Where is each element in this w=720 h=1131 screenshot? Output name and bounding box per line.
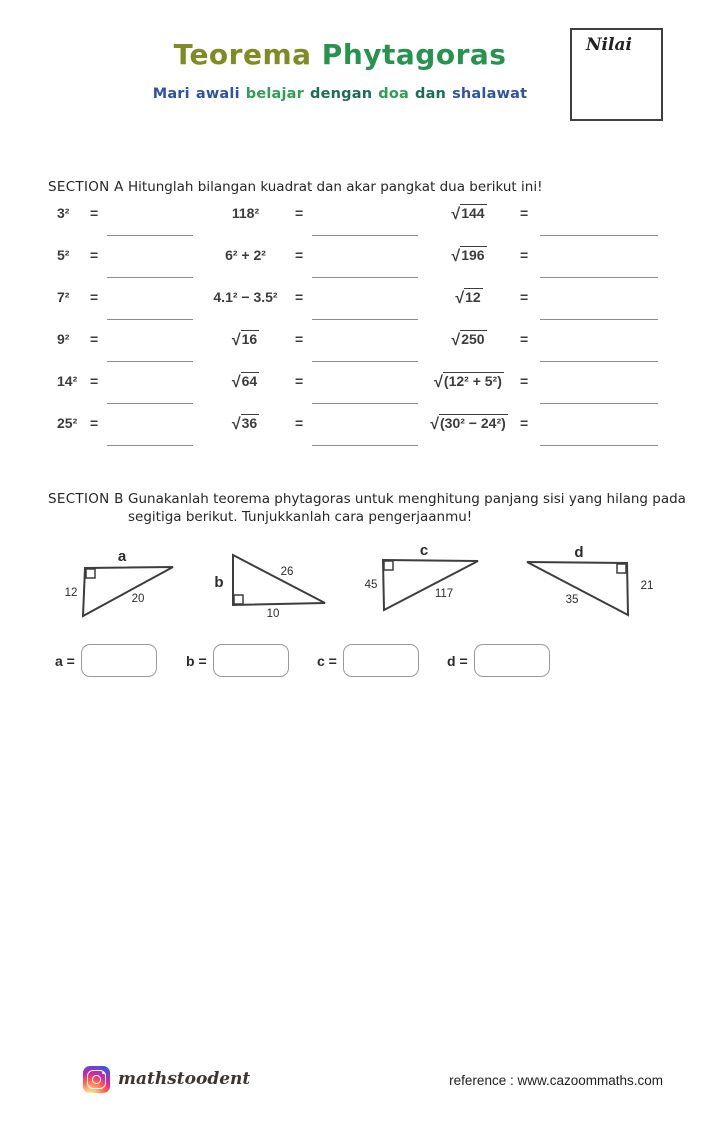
math-expression: 3²: [57, 205, 70, 221]
problem-row: [48, 202, 670, 244]
answer-line[interactable]: [540, 445, 658, 446]
page-title-part2: Phytagoras: [321, 38, 507, 71]
answer-line[interactable]: [312, 445, 418, 446]
problem-row: [48, 286, 670, 328]
answer-group-c: [317, 643, 419, 678]
triangle-a-leg-label: 12: [64, 587, 78, 599]
score-box-label: Nilai: [586, 35, 632, 55]
triangle-d-leg-label: 21: [640, 580, 654, 592]
triangle-c-hypotenuse-label: 117: [434, 588, 454, 600]
triangle-b: [206, 546, 340, 624]
math-expression: 118²: [231, 205, 260, 221]
answer-line[interactable]: [540, 319, 658, 320]
sqrt-sign: √: [451, 332, 461, 349]
problem-item: [48, 202, 198, 244]
equals-sign: =: [90, 289, 99, 305]
section-b-instruction-line1: Gunakanlah teorema phytagoras untuk menghitung panjang sisi yang hilang pada: [128, 491, 686, 507]
math-expression: 7²: [57, 289, 70, 305]
math-expression: √12: [455, 289, 481, 307]
equals-sign: =: [90, 415, 99, 431]
sqrt-sign: √: [430, 416, 440, 433]
equals-sign: =: [90, 247, 99, 263]
subtitle-word: belajar: [245, 86, 305, 102]
problem-item: [198, 202, 423, 244]
sqrt-sign: √: [451, 206, 461, 223]
problem-item: [198, 328, 423, 370]
answer-group-b: [186, 643, 289, 678]
problem-item: [423, 370, 670, 412]
equals-sign: =: [520, 247, 529, 263]
subtitle-word: awali: [195, 86, 240, 102]
equals-sign: =: [90, 205, 99, 221]
answer-line[interactable]: [107, 277, 193, 278]
answer-line[interactable]: [312, 403, 418, 404]
subtitle-word: dan: [414, 86, 447, 102]
problem-row: [48, 244, 670, 286]
answer-label-a: a =: [55, 652, 75, 669]
section-a-problem-grid: [48, 202, 670, 454]
triangle-c-unknown-side-label: c: [419, 543, 429, 559]
section-a-instruction: Hitunglah bilangan kuadrat dan akar pangkat dua berikut ini!: [128, 179, 543, 195]
subtitle-word: doa: [378, 86, 409, 102]
answer-group-a: [55, 643, 157, 678]
section-b-label: SECTION B: [48, 491, 124, 507]
triangle-d-unknown-side-label: d: [574, 544, 584, 561]
equals-sign: =: [90, 331, 99, 347]
math-expression: √144: [451, 205, 485, 223]
answer-line[interactable]: [540, 403, 658, 404]
answer-box-d[interactable]: [474, 644, 550, 677]
math-expression: 6² + 2²: [225, 247, 266, 263]
answer-line[interactable]: [107, 361, 193, 362]
answer-line[interactable]: [312, 361, 418, 362]
math-expression: 4.1² − 3.5²: [213, 289, 278, 305]
answer-line[interactable]: [540, 277, 658, 278]
answer-line[interactable]: [107, 235, 193, 236]
triangle-b-hypotenuse-label: 26: [280, 566, 294, 578]
problem-item: [48, 370, 198, 412]
equals-sign: =: [520, 373, 529, 389]
subtitle-word: dengan: [310, 86, 373, 102]
problem-row: [48, 412, 670, 454]
answer-line[interactable]: [540, 361, 658, 362]
math-expression: 14²: [57, 373, 78, 389]
problem-item: [198, 412, 423, 454]
problem-item: [48, 328, 198, 370]
answer-label-d: d =: [447, 652, 468, 669]
problem-item: [48, 412, 198, 454]
problem-item: [48, 244, 198, 286]
equals-sign: =: [90, 373, 99, 389]
section-a-label: SECTION A: [48, 179, 124, 195]
page-title-part1: Teorema: [173, 38, 312, 71]
problem-item: [423, 202, 670, 244]
math-expression: 9²: [57, 331, 70, 347]
math-expression: √16: [231, 331, 258, 349]
problem-item: [198, 244, 423, 286]
sqrt-sign: √: [231, 374, 241, 391]
triangle-a-hypotenuse-label: 20: [131, 593, 145, 605]
problem-item: [423, 244, 670, 286]
answer-line[interactable]: [107, 319, 193, 320]
instagram-handle[interactable]: mathstoodent: [118, 1069, 251, 1089]
equals-sign: =: [520, 331, 529, 347]
equals-sign: =: [295, 373, 304, 389]
sqrt-sign: √: [451, 248, 461, 265]
instagram-icon-flash-dot: [102, 1072, 105, 1075]
answer-line[interactable]: [312, 235, 418, 236]
problem-item: [198, 370, 423, 412]
section-b-instruction-line2: segitiga berikut. Tunjukkanlah cara pengerjaanmu!: [128, 509, 473, 525]
answer-line[interactable]: [107, 445, 193, 446]
equals-sign: =: [520, 415, 529, 431]
math-expression: 5²: [57, 247, 70, 263]
equals-sign: =: [295, 415, 304, 431]
problem-item: [423, 412, 670, 454]
sqrt-sign: √: [455, 290, 465, 307]
math-expression: √(30² − 24²): [430, 415, 506, 433]
triangle-b-unknown-side-label: b: [214, 574, 224, 591]
answer-label-b: b =: [186, 652, 207, 669]
instagram-icon[interactable]: [83, 1066, 110, 1093]
triangle-d: [511, 543, 665, 623]
triangle-a-unknown-side-label: a: [117, 548, 127, 565]
equals-sign: =: [295, 289, 304, 305]
equals-sign: =: [295, 331, 304, 347]
sqrt-sign: √: [434, 374, 443, 391]
answer-label-c: c =: [317, 652, 337, 669]
answer-line[interactable]: [312, 319, 418, 320]
score-box[interactable]: [570, 28, 663, 121]
problem-item: [423, 286, 670, 328]
subtitle-word: shalawat: [452, 86, 528, 102]
triangle-d-hypotenuse-label: 35: [565, 594, 579, 606]
problem-item: [423, 328, 670, 370]
answer-group-d: [447, 643, 550, 678]
equals-sign: =: [520, 205, 529, 221]
math-expression: 25²: [57, 415, 78, 431]
equals-sign: =: [295, 205, 304, 221]
answer-box-a[interactable]: [81, 644, 157, 677]
answer-line[interactable]: [540, 235, 658, 236]
sqrt-sign: √: [231, 416, 241, 433]
triangle-a: [58, 546, 180, 624]
triangle-c-leg-label: 45: [364, 579, 378, 591]
equals-sign: =: [520, 289, 529, 305]
sqrt-sign: √: [231, 332, 241, 349]
answer-box-c[interactable]: [343, 644, 419, 677]
problem-item: [198, 286, 423, 328]
reference-text: reference : www.cazoommaths.com: [449, 1073, 663, 1088]
problem-item: [48, 286, 198, 328]
answer-box-b[interactable]: [213, 644, 289, 677]
math-expression: √(12² + 5²): [434, 373, 502, 391]
problem-row: [48, 370, 670, 412]
instagram-icon-lens: [92, 1075, 101, 1084]
math-expression: √36: [231, 415, 258, 433]
triangle-c: [360, 543, 490, 621]
answer-line[interactable]: [107, 403, 193, 404]
subtitle-word: Mari: [152, 86, 190, 102]
math-expression: √250: [451, 331, 485, 349]
triangle-b-leg-label: 10: [266, 608, 280, 620]
answer-line[interactable]: [312, 277, 418, 278]
problem-row: [48, 328, 670, 370]
math-expression: √64: [231, 373, 258, 391]
math-expression: √196: [451, 247, 485, 265]
equals-sign: =: [295, 247, 304, 263]
